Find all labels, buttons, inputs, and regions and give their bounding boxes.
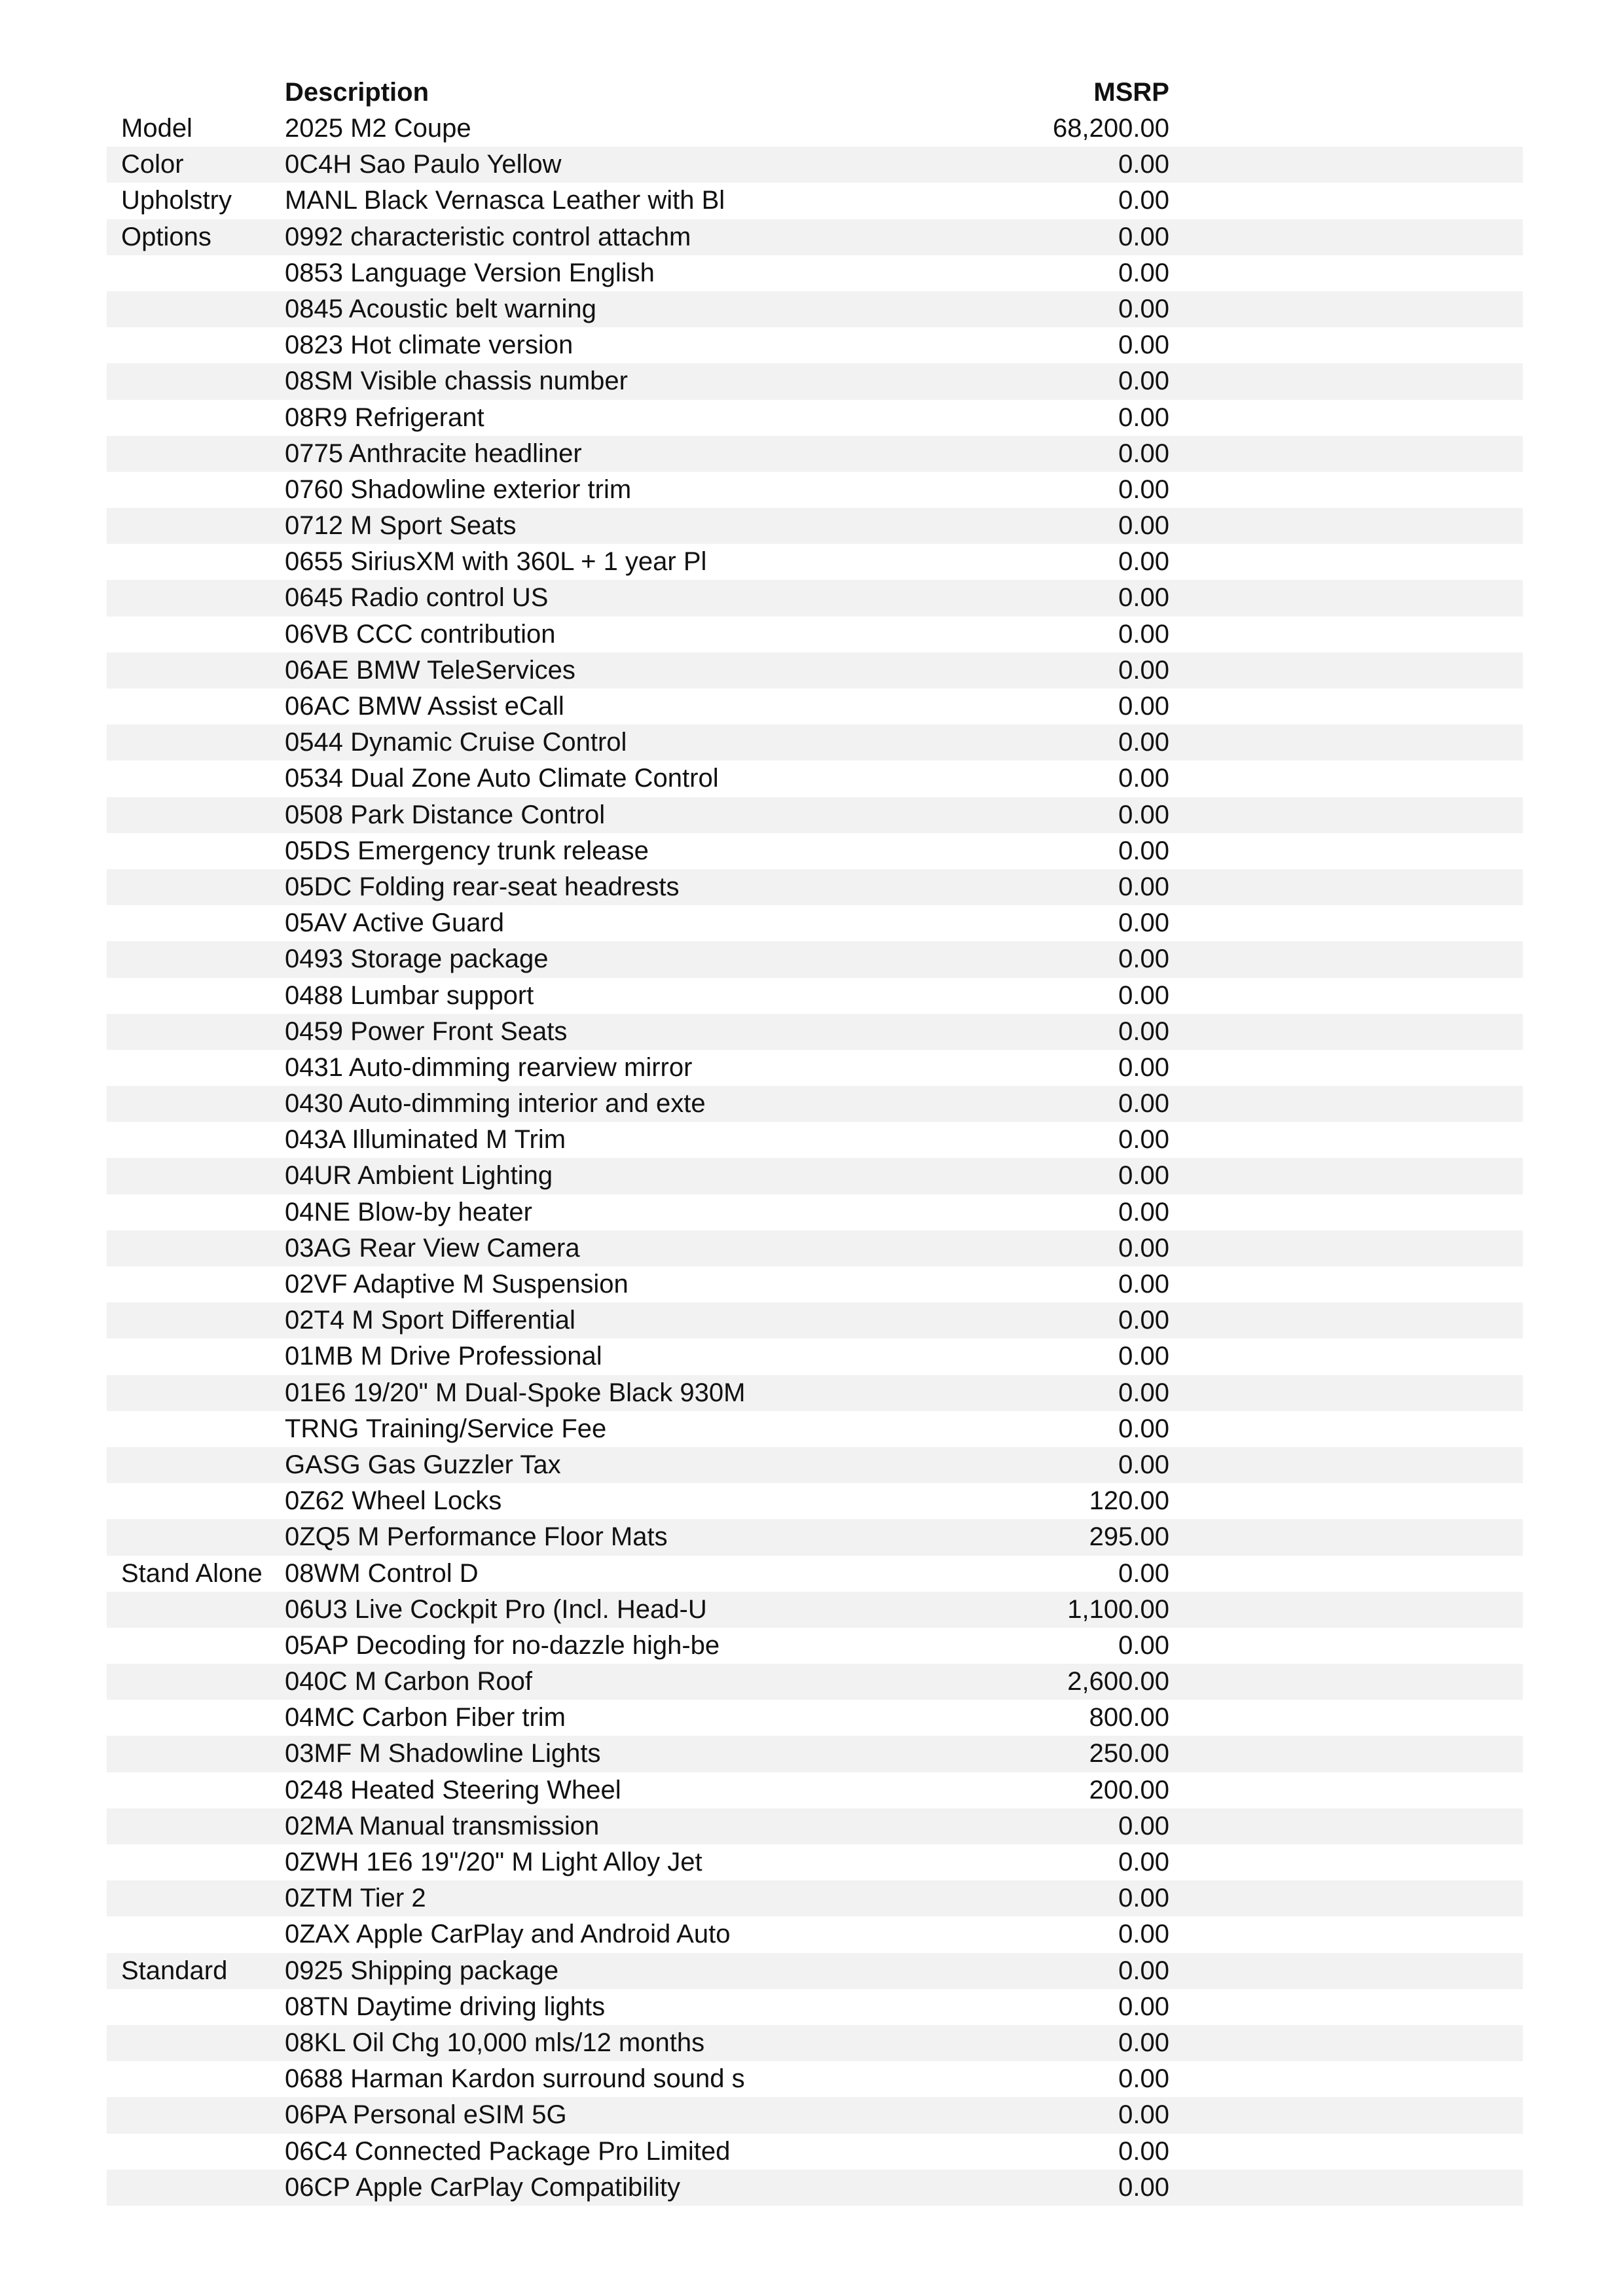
table-row bbox=[107, 1411, 1523, 1447]
item-msrp: 0.00 bbox=[1118, 2100, 1169, 2130]
item-description: 0534 Dual Zone Auto Climate Control bbox=[285, 764, 719, 793]
table-row bbox=[107, 1483, 1523, 1519]
item-msrp: 0.00 bbox=[1118, 1125, 1169, 1155]
item-msrp: 0.00 bbox=[1118, 1016, 1169, 1046]
item-description: 06VB CCC contribution bbox=[285, 619, 556, 649]
item-msrp: 0.00 bbox=[1118, 655, 1169, 685]
table-row bbox=[107, 833, 1523, 869]
item-description: 02VF Adaptive M Suspension bbox=[285, 1270, 629, 1299]
item-description: 0488 Lumbar support bbox=[285, 980, 534, 1010]
item-msrp: 0.00 bbox=[1118, 222, 1169, 251]
item-msrp: 0.00 bbox=[1118, 583, 1169, 613]
item-msrp: 0.00 bbox=[1118, 944, 1169, 974]
item-description: 0845 Acoustic belt warning bbox=[285, 294, 596, 323]
item-msrp: 0.00 bbox=[1118, 1233, 1169, 1263]
table-row bbox=[107, 1556, 1523, 1592]
item-description: 08KL Oil Chg 10,000 mls/12 months bbox=[285, 2028, 705, 2057]
item-msrp: 0.00 bbox=[1118, 1992, 1169, 2021]
item-description: 043A Illuminated M Trim bbox=[285, 1125, 566, 1155]
table-row bbox=[107, 2170, 1523, 2206]
section-label: Upholstry bbox=[121, 186, 232, 215]
item-description: 05DC Folding rear-seat headrests bbox=[285, 872, 680, 901]
item-description: 05AP Decoding for no-dazzle high-be bbox=[285, 1630, 720, 1660]
item-msrp: 2,600.00 bbox=[1067, 1667, 1169, 1696]
item-description: 0ZWH 1E6 19"/20" M Light Alloy Jet bbox=[285, 1848, 702, 1876]
item-msrp: 0.00 bbox=[1118, 1052, 1169, 1082]
price-sheet bbox=[107, 75, 1523, 2206]
item-msrp: 120.00 bbox=[1089, 1486, 1169, 1516]
item-description: 0544 Dynamic Cruise Control bbox=[285, 728, 627, 757]
item-description: 08R9 Refrigerant bbox=[285, 403, 484, 432]
item-description: 04MC Carbon Fiber trim bbox=[285, 1703, 566, 1732]
table-row bbox=[107, 1989, 1523, 2025]
table-row bbox=[107, 1628, 1523, 1664]
item-description: 02MA Manual transmission bbox=[285, 1811, 600, 1840]
item-msrp: 0.00 bbox=[1118, 150, 1169, 179]
table-row bbox=[107, 1230, 1523, 1266]
description-column-header: Description bbox=[285, 78, 429, 107]
table-row bbox=[107, 363, 1523, 399]
item-description: TRNG Training/Service Fee bbox=[285, 1414, 607, 1443]
table-row bbox=[107, 1519, 1523, 1555]
table-row bbox=[107, 1700, 1523, 1736]
item-msrp: 0.00 bbox=[1118, 1378, 1169, 1407]
table-row bbox=[107, 1338, 1523, 1374]
item-msrp: 0.00 bbox=[1118, 980, 1169, 1010]
item-msrp: 0.00 bbox=[1118, 1089, 1169, 1119]
item-description: 02T4 M Sport Differential bbox=[285, 1306, 575, 1335]
item-msrp: 200.00 bbox=[1089, 1775, 1169, 1804]
item-msrp: 0.00 bbox=[1118, 186, 1169, 215]
item-msrp: 0.00 bbox=[1118, 367, 1169, 396]
section-label: Model bbox=[121, 114, 192, 143]
table-row bbox=[107, 1194, 1523, 1230]
item-description: 06AC BMW Assist eCall bbox=[285, 692, 564, 721]
item-msrp: 0.00 bbox=[1118, 403, 1169, 432]
item-msrp: 1,100.00 bbox=[1067, 1594, 1169, 1624]
item-msrp: 0.00 bbox=[1118, 2028, 1169, 2057]
table-row bbox=[107, 1664, 1523, 1700]
table-row bbox=[107, 219, 1523, 255]
item-description: 0ZAX Apple CarPlay and Android Auto bbox=[285, 1920, 731, 1949]
item-description: GASG Gas Guzzler Tax bbox=[285, 1450, 561, 1479]
item-description: 06C4 Connected Package Pro Limited bbox=[285, 2136, 731, 2166]
item-msrp: 0.00 bbox=[1118, 1306, 1169, 1335]
table-row bbox=[107, 111, 1523, 147]
item-msrp: 0.00 bbox=[1118, 547, 1169, 577]
item-msrp: 0.00 bbox=[1118, 439, 1169, 468]
item-description: 06CP Apple CarPlay Compatibility bbox=[285, 2172, 681, 2202]
item-msrp: 0.00 bbox=[1118, 836, 1169, 865]
item-msrp: 0.00 bbox=[1118, 1270, 1169, 1299]
table-row bbox=[107, 255, 1523, 291]
table-row bbox=[107, 653, 1523, 689]
table-body bbox=[107, 111, 1523, 2206]
item-msrp: 0.00 bbox=[1118, 1630, 1169, 1660]
item-msrp: 0.00 bbox=[1118, 1161, 1169, 1191]
item-description: 0853 Language Version English bbox=[285, 258, 655, 287]
table-row bbox=[107, 2134, 1523, 2170]
item-msrp: 0.00 bbox=[1118, 294, 1169, 323]
item-description: 0712 M Sport Seats bbox=[285, 511, 517, 541]
item-msrp: 0.00 bbox=[1118, 800, 1169, 829]
table-row bbox=[107, 183, 1523, 219]
table-row bbox=[107, 1880, 1523, 1916]
item-description: 2025 M2 Coupe bbox=[285, 114, 471, 143]
item-description: 0688 Harman Kardon surround sound s bbox=[285, 2064, 745, 2094]
item-msrp: 0.00 bbox=[1118, 728, 1169, 757]
table-row bbox=[107, 1086, 1523, 1122]
item-msrp: 0.00 bbox=[1118, 692, 1169, 721]
table-row bbox=[107, 1736, 1523, 1772]
item-description: 04UR Ambient Lighting bbox=[285, 1161, 553, 1191]
item-msrp: 0.00 bbox=[1118, 1848, 1169, 1876]
item-description: 06AE BMW TeleServices bbox=[285, 655, 575, 685]
item-msrp: 0.00 bbox=[1118, 511, 1169, 541]
item-msrp: 0.00 bbox=[1118, 908, 1169, 938]
item-description: 01MB M Drive Professional bbox=[285, 1342, 602, 1371]
table-row bbox=[107, 1122, 1523, 1158]
table-row bbox=[107, 436, 1523, 472]
table-row bbox=[107, 1266, 1523, 1302]
table-row bbox=[107, 1953, 1523, 1989]
table-row bbox=[107, 1014, 1523, 1050]
item-description: 05AV Active Guard bbox=[285, 908, 504, 938]
table-row bbox=[107, 1592, 1523, 1628]
item-msrp: 0.00 bbox=[1118, 619, 1169, 649]
item-msrp: 0.00 bbox=[1118, 1811, 1169, 1840]
item-msrp: 0.00 bbox=[1118, 1558, 1169, 1588]
table-row bbox=[107, 1844, 1523, 1880]
item-description: 0925 Shipping package bbox=[285, 1956, 559, 1985]
item-msrp: 0.00 bbox=[1118, 2136, 1169, 2166]
item-description: 0431 Auto-dimming rearview mirror bbox=[285, 1052, 693, 1082]
table-row bbox=[107, 905, 1523, 941]
table-row bbox=[107, 544, 1523, 580]
table-row bbox=[107, 327, 1523, 363]
item-description: 06PA Personal eSIM 5G bbox=[285, 2100, 567, 2130]
item-description: 0ZTM Tier 2 bbox=[285, 1884, 426, 1913]
table-row bbox=[107, 508, 1523, 544]
table-row bbox=[107, 1916, 1523, 1952]
table-row bbox=[107, 797, 1523, 833]
item-msrp: 0.00 bbox=[1118, 1956, 1169, 1985]
item-description: 06U3 Live Cockpit Pro (Incl. Head-U bbox=[285, 1594, 707, 1624]
item-description: 0430 Auto-dimming interior and exte bbox=[285, 1089, 706, 1119]
section-label: Color bbox=[121, 150, 184, 179]
table-row bbox=[107, 978, 1523, 1014]
table-row bbox=[107, 2097, 1523, 2133]
item-description: 0823 Hot climate version bbox=[285, 331, 574, 360]
table-row bbox=[107, 291, 1523, 327]
item-description: 0775 Anthracite headliner bbox=[285, 439, 582, 468]
item-msrp: 0.00 bbox=[1118, 1450, 1169, 1479]
item-msrp: 0.00 bbox=[1118, 1920, 1169, 1949]
item-description: 08SM Visible chassis number bbox=[285, 367, 628, 396]
table-row bbox=[107, 1050, 1523, 1086]
table-row bbox=[107, 400, 1523, 436]
item-description: 08WM Control D bbox=[285, 1558, 479, 1588]
item-description: MANL Black Vernasca Leather with Bl bbox=[285, 186, 725, 215]
item-description: 0ZQ5 M Performance Floor Mats bbox=[285, 1522, 668, 1552]
item-msrp: 800.00 bbox=[1089, 1703, 1169, 1732]
table-row bbox=[107, 1158, 1523, 1194]
table-row bbox=[107, 1772, 1523, 1808]
item-description: 01E6 19/20" M Dual-Spoke Black 930M bbox=[285, 1378, 746, 1407]
item-description: 0645 Radio control US bbox=[285, 583, 549, 613]
item-msrp: 0.00 bbox=[1118, 1342, 1169, 1371]
item-msrp: 295.00 bbox=[1089, 1522, 1169, 1552]
item-description: 0992 characteristic control attachm bbox=[285, 222, 691, 251]
table-row bbox=[107, 617, 1523, 653]
table-row bbox=[107, 147, 1523, 183]
section-label: Standard bbox=[121, 1956, 228, 1985]
item-description: 0C4H Sao Paulo Yellow bbox=[285, 150, 562, 179]
item-msrp: 0.00 bbox=[1118, 475, 1169, 504]
item-msrp: 0.00 bbox=[1118, 258, 1169, 287]
item-msrp: 0.00 bbox=[1118, 1414, 1169, 1443]
item-description: 03MF M Shadowline Lights bbox=[285, 1739, 601, 1768]
item-msrp: 0.00 bbox=[1118, 764, 1169, 793]
item-description: 0Z62 Wheel Locks bbox=[285, 1486, 502, 1516]
table-row bbox=[107, 941, 1523, 977]
table-row bbox=[107, 1447, 1523, 1483]
item-description: 0760 Shadowline exterior trim bbox=[285, 475, 632, 504]
item-msrp: 0.00 bbox=[1118, 1197, 1169, 1227]
item-msrp: 0.00 bbox=[1118, 872, 1169, 901]
item-msrp: 0.00 bbox=[1118, 2172, 1169, 2202]
item-description: 03AG Rear View Camera bbox=[285, 1233, 580, 1263]
table-row bbox=[107, 2025, 1523, 2061]
item-description: 04NE Blow-by heater bbox=[285, 1197, 532, 1227]
table-row bbox=[107, 1808, 1523, 1844]
table-row bbox=[107, 472, 1523, 508]
msrp-column-header: MSRP bbox=[1093, 78, 1169, 107]
item-description: 05DS Emergency trunk release bbox=[285, 836, 649, 865]
item-msrp: 0.00 bbox=[1118, 2064, 1169, 2094]
item-msrp: 0.00 bbox=[1118, 331, 1169, 360]
item-description: 0459 Power Front Seats bbox=[285, 1016, 568, 1046]
section-label: Options bbox=[121, 222, 211, 251]
item-msrp: 0.00 bbox=[1118, 1884, 1169, 1913]
section-label: Stand Alone bbox=[121, 1558, 263, 1588]
table-header bbox=[107, 75, 1523, 111]
table-row bbox=[107, 1302, 1523, 1338]
table-row bbox=[107, 761, 1523, 797]
item-msrp: 250.00 bbox=[1089, 1739, 1169, 1768]
item-description: 08TN Daytime driving lights bbox=[285, 1992, 606, 2021]
item-description: 040C M Carbon Roof bbox=[285, 1667, 532, 1696]
table-row bbox=[107, 580, 1523, 616]
item-description: 0493 Storage package bbox=[285, 944, 549, 974]
item-msrp: 68,200.00 bbox=[1053, 114, 1169, 143]
table-row bbox=[107, 869, 1523, 905]
table-row bbox=[107, 725, 1523, 761]
item-description: 0508 Park Distance Control bbox=[285, 800, 606, 829]
item-description: 0655 SiriusXM with 360L + 1 year Pl bbox=[285, 547, 707, 577]
table-row bbox=[107, 2061, 1523, 2097]
table-row bbox=[107, 689, 1523, 725]
table-row bbox=[107, 1375, 1523, 1411]
item-description: 0248 Heated Steering Wheel bbox=[285, 1775, 621, 1804]
